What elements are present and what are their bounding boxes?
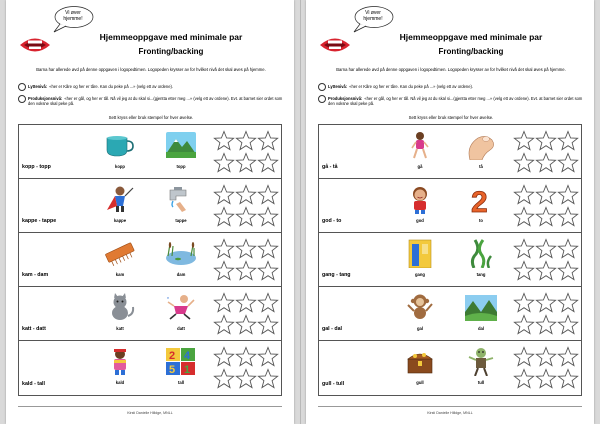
reward-star[interactable] — [235, 292, 257, 314]
mouth-icon — [18, 34, 52, 56]
table-row — [319, 287, 581, 341]
word-caption: tappe — [175, 218, 187, 223]
svg-text:2: 2 — [169, 350, 176, 362]
reward-star[interactable] — [213, 238, 235, 260]
reward-star[interactable] — [535, 152, 557, 174]
svg-text:1: 1 — [184, 364, 191, 376]
reward-star[interactable] — [513, 260, 535, 282]
word-caption: katt — [116, 326, 124, 331]
reward-star[interactable] — [213, 346, 235, 368]
page-subtitle: Fronting/backing — [138, 47, 204, 56]
silly-zombie-icon — [464, 346, 498, 376]
numbers-icon — [164, 346, 198, 376]
word-pair-label: kald - tall — [22, 381, 45, 387]
level-name: Produksjonsnivå: — [328, 96, 363, 101]
reward-star[interactable] — [213, 260, 235, 282]
reward-star[interactable] — [213, 206, 235, 228]
reward-star[interactable] — [257, 206, 279, 228]
level-checkbox[interactable] — [318, 83, 326, 91]
reward-star[interactable] — [557, 130, 579, 152]
word-caption: tå — [479, 164, 483, 169]
word-pair-label: kam - dam — [22, 272, 49, 278]
speech-bubble-text: Vi øver hjemme! — [363, 10, 383, 22]
reward-star[interactable] — [535, 206, 557, 228]
reward-star[interactable] — [257, 260, 279, 282]
mouth-icon — [318, 34, 352, 56]
word-pair-label: god - to — [322, 218, 342, 224]
svg-text:*: * — [167, 297, 169, 303]
reward-star[interactable] — [513, 314, 535, 336]
level-checkbox[interactable] — [318, 95, 326, 103]
hallway-icon — [403, 238, 437, 268]
word-caption: gå — [417, 164, 423, 169]
level-checkbox[interactable] — [18, 83, 26, 91]
reward-star[interactable] — [557, 238, 579, 260]
reward-star[interactable] — [235, 238, 257, 260]
reward-star[interactable] — [235, 346, 257, 368]
word-caption: tall — [177, 380, 185, 385]
reward-star[interactable] — [513, 292, 535, 314]
reward-star[interactable] — [557, 292, 579, 314]
valley-icon — [464, 292, 498, 322]
footer-credit: Kirsti Danielle Hilldge, MNLL — [427, 411, 473, 415]
star-checklist — [213, 130, 279, 174]
reward-star[interactable] — [257, 368, 279, 390]
seaweed-icon — [464, 238, 498, 268]
reward-star[interactable] — [513, 238, 535, 260]
word-caption: gull — [416, 380, 424, 385]
reward-star[interactable] — [535, 292, 557, 314]
reward-star[interactable] — [557, 260, 579, 282]
table-row — [19, 179, 281, 233]
footer-divider — [318, 406, 582, 407]
reward-star[interactable] — [557, 152, 579, 174]
table-row — [319, 179, 581, 233]
worksheet-page-2 — [306, 0, 594, 424]
table-row — [19, 287, 281, 341]
reward-star[interactable] — [213, 292, 235, 314]
level-name: Lyttenivå: — [28, 84, 48, 89]
reward-star[interactable] — [257, 346, 279, 368]
word-pair-label: kopp - topp — [22, 164, 51, 170]
level-listening — [318, 84, 586, 91]
footer-divider — [18, 406, 282, 407]
reward-star[interactable] — [235, 260, 257, 282]
reward-star[interactable] — [535, 314, 557, 336]
reward-star[interactable] — [213, 184, 235, 206]
svg-text:5: 5 — [169, 364, 176, 376]
word-caption: god — [416, 218, 424, 223]
cold-child-icon — [103, 346, 137, 376]
svg-text:4: 4 — [184, 350, 191, 362]
page-title: Hjemmeoppgave med minimale par — [99, 32, 243, 42]
word-caption: gang — [414, 272, 425, 277]
reward-star[interactable] — [213, 152, 235, 174]
word-caption: to — [479, 218, 483, 223]
intro-text: Barna har allerede øvd på denne oppgaven i logopedtimen. Logopeden krysser av for hvilket nivå det skal øves på hjemme. — [36, 67, 266, 72]
cat-icon — [103, 292, 137, 322]
level-text: «her er gål, og her er tål. Nå vil jeg at du skal si...(gjentta etter meg ...» (velg ett av ordene). Evt. at barnet sier ordet som den voksne skal peke på. — [328, 96, 583, 107]
level-checkbox[interactable] — [18, 95, 26, 103]
reward-star[interactable] — [557, 184, 579, 206]
toe-icon — [464, 130, 498, 160]
pond-icon — [164, 238, 198, 268]
reward-star[interactable] — [213, 314, 235, 336]
fall-icon — [164, 292, 198, 322]
reward-star[interactable] — [257, 292, 279, 314]
star-checklist — [513, 130, 579, 174]
reward-star[interactable] — [557, 314, 579, 336]
star-checklist — [213, 184, 279, 228]
word-pair-label: kappe - tappe — [22, 218, 57, 224]
tap-icon — [164, 184, 198, 214]
reward-star[interactable] — [257, 152, 279, 174]
star-checklist — [513, 346, 579, 390]
star-checklist — [513, 292, 579, 336]
star-checklist — [213, 292, 279, 336]
page-divider — [300, 0, 301, 424]
comb-icon — [103, 238, 137, 268]
table-row — [19, 341, 281, 395]
star-checklist — [213, 238, 279, 282]
table-row — [319, 233, 581, 287]
word-pair-table — [18, 124, 282, 396]
reward-star[interactable] — [535, 130, 557, 152]
word-caption: dam — [176, 272, 186, 277]
word-caption: dal — [477, 326, 485, 331]
star-checklist — [513, 184, 579, 228]
reward-star[interactable] — [513, 206, 535, 228]
cape-icon — [103, 184, 137, 214]
level-text: «her er Kåre og her er tåre. Kan du peke på ...» (velg ett av ordene). — [349, 84, 473, 89]
intro-text: Barna har allerede øvd på denne oppgaven i logopedtimen. Logopeden krysser av for hvilket nivå det skal øves på hjemme. — [336, 67, 566, 72]
level-listening — [18, 84, 286, 91]
reward-star[interactable] — [257, 130, 279, 152]
speech-bubble-text: Vi øver hjemme! — [63, 10, 83, 22]
reward-star[interactable] — [235, 184, 257, 206]
reward-star[interactable] — [257, 184, 279, 206]
reward-star[interactable] — [513, 184, 535, 206]
level-description — [28, 96, 286, 107]
reward-star[interactable] — [235, 130, 257, 152]
level-production — [318, 96, 586, 107]
cup-icon — [103, 130, 137, 160]
word-caption: kopp — [114, 164, 125, 169]
happy-girl-icon — [403, 184, 437, 214]
reward-star[interactable] — [535, 238, 557, 260]
reward-star[interactable] — [513, 346, 535, 368]
level-production — [18, 96, 286, 107]
walking-child-icon — [403, 130, 437, 160]
reward-star[interactable] — [557, 368, 579, 390]
table-row — [19, 233, 281, 287]
word-pair-label: gang - tang — [322, 272, 351, 278]
reward-star[interactable] — [235, 152, 257, 174]
instruction-note: Sett kryss eller bruk stempel for hver øvelse. — [408, 115, 494, 120]
reward-star[interactable] — [513, 130, 535, 152]
word-caption: topp — [176, 164, 186, 169]
word-pair-table — [318, 124, 582, 396]
reward-star[interactable] — [235, 206, 257, 228]
word-caption: gal — [416, 326, 424, 331]
crazy-monkey-icon — [403, 292, 437, 322]
number-two-icon — [464, 184, 498, 214]
treasure-chest-icon — [403, 346, 437, 376]
reward-star[interactable] — [535, 184, 557, 206]
reward-star[interactable] — [213, 368, 235, 390]
level-name: Produksjonsnivå: — [28, 96, 63, 101]
word-caption: tang — [476, 272, 486, 277]
reward-star[interactable] — [557, 346, 579, 368]
level-description — [328, 96, 586, 107]
reward-star[interactable] — [213, 130, 235, 152]
worksheet-page-1 — [6, 0, 294, 424]
level-description — [328, 84, 473, 91]
table-row — [319, 341, 581, 395]
instruction-note: Sett kryss eller bruk stempel for hver øvelse. — [108, 115, 194, 120]
word-caption: kappe — [113, 218, 127, 223]
level-text: «her er gål, og her er tål. Nå vil jeg at du skal si...(gjentta etter meg ...» (velg ett av ordene). Evt. at barnet sier ordet som den voksne skal peke på. — [28, 96, 283, 107]
word-pair-label: gal - dal — [322, 326, 343, 332]
star-checklist — [513, 238, 579, 282]
footer-credit: Kirsti Danielle Hilldge, MNLL — [127, 411, 173, 415]
reward-star[interactable] — [513, 368, 535, 390]
page-subtitle: Fronting/backing — [438, 47, 504, 56]
page-title: Hjemmeoppgave med minimale par — [399, 32, 543, 42]
reward-star[interactable] — [557, 206, 579, 228]
level-name: Lyttenivå: — [328, 84, 348, 89]
mountain-icon — [164, 130, 198, 160]
reward-star[interactable] — [535, 260, 557, 282]
word-pair-label: gå - tå — [322, 164, 338, 170]
reward-star[interactable] — [513, 152, 535, 174]
reward-star[interactable] — [235, 368, 257, 390]
level-text: «her er Kåre og her er tåre. Kan du peke på ...» (velg ett av ordene). — [49, 84, 173, 89]
reward-star[interactable] — [535, 346, 557, 368]
table-row — [19, 125, 281, 179]
star-checklist — [213, 346, 279, 390]
word-pair-label: gull - tull — [322, 381, 345, 387]
reward-star[interactable] — [257, 238, 279, 260]
word-caption: datt — [177, 326, 185, 331]
word-caption: kam — [115, 272, 125, 277]
word-caption: kald — [115, 380, 125, 385]
svg-text:2: 2 — [471, 186, 488, 214]
reward-star[interactable] — [257, 314, 279, 336]
reward-star[interactable] — [235, 314, 257, 336]
word-caption: tull — [477, 380, 485, 385]
reward-star[interactable] — [535, 368, 557, 390]
table-row — [319, 125, 581, 179]
word-pair-label: katt - datt — [22, 326, 46, 332]
level-description — [28, 84, 173, 91]
